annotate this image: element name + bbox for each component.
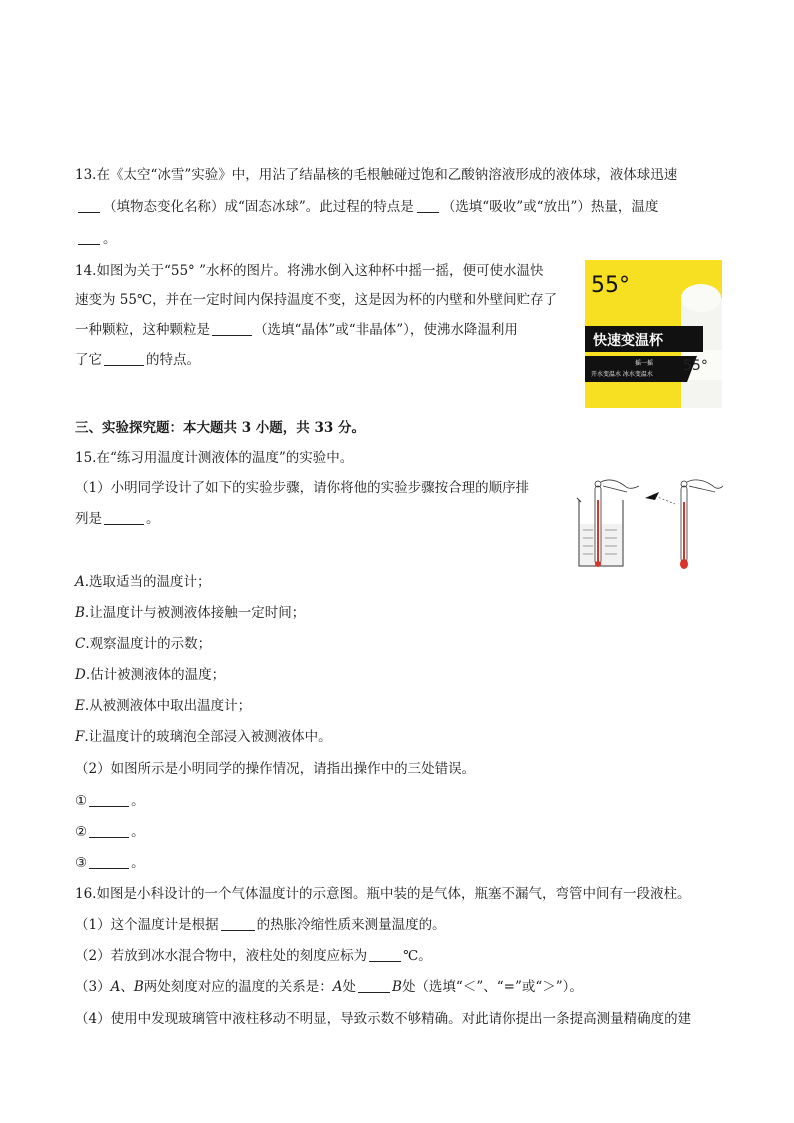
step-text: .观察温度计的示数； xyxy=(85,636,212,652)
answer-blank[interactable] xyxy=(89,823,129,838)
answer-blank[interactable] xyxy=(104,510,144,525)
q16-title: 16.如图是小科设计的一个气体温度计的示意图。瓶中装的是气体，瓶塞不漏气，弯管中间有一段液柱。 xyxy=(75,886,691,902)
step-letter: D xyxy=(75,667,86,683)
q15-step xyxy=(75,665,225,685)
step-letter: A xyxy=(75,574,85,590)
answer-blank[interactable] xyxy=(89,854,129,869)
q14-line3-text-b: （选填“晶体”或“非晶体”），使沸水降温利用 xyxy=(254,322,518,338)
q15-step xyxy=(75,603,305,623)
image-small-text-1: 摇一摇 xyxy=(635,360,654,367)
step-text: .从被测液体中取出温度计； xyxy=(84,698,252,714)
q16-p2-text-a: （2）若放到冰水混合物中，液柱处的刻度应标为 xyxy=(75,948,368,964)
step-text: .让温度计与被测液体接触一定时间； xyxy=(84,605,306,621)
step-letter: F xyxy=(75,729,85,745)
image-top-text: 55° xyxy=(591,273,630,298)
q15-error-item xyxy=(75,853,145,873)
q15-title: 15.在“练习用温度计测液体的温度”的实验中。 xyxy=(75,450,354,466)
q15-p1-line2 xyxy=(75,509,160,529)
q16-p3-text-d: 处（选填“＜”、“=”或“＞”）。 xyxy=(401,979,583,995)
q15-error-item xyxy=(75,822,145,842)
q16-p4: （4）使用中发现玻璃管中液柱移动不明显，导致示数不够精确。对此请你提出一条提高测量精确度的建 xyxy=(75,1011,692,1027)
section-heading: 三、实验探究题：本大题共 3 小题，共 33 分。 xyxy=(75,420,365,436)
answer-blank[interactable] xyxy=(78,198,100,213)
error-end: 。 xyxy=(131,855,145,871)
answer-blank[interactable] xyxy=(221,916,255,931)
q15-error-item xyxy=(75,791,145,811)
cup-product-image xyxy=(585,260,722,408)
q14-line1: 14.如图为关于“55° ”水杯的图片。将沸水倒入这种杯中摇一摇，便可使水温快 xyxy=(75,263,544,279)
q16-p1 xyxy=(75,915,446,935)
q16-p2-text-b: ℃。 xyxy=(403,948,432,964)
q16-p3-sep: 、 xyxy=(120,979,134,995)
error-marker: ③ xyxy=(75,855,88,871)
answer-blank[interactable] xyxy=(212,321,252,336)
step-text: .估计被测液体的温度； xyxy=(85,667,226,683)
q13-line1: 13.在《太空“冰雪”实验》中，用沾了结晶核的毛根触碰过饱和乙酸钠溶液形成的液体球，液体球迅速 xyxy=(75,167,678,183)
answer-blank[interactable] xyxy=(78,230,100,245)
q13-line2 xyxy=(75,197,658,217)
thermometer-figure xyxy=(575,478,725,570)
q15-step xyxy=(75,634,211,654)
q16-p3-text-c: 处 xyxy=(342,979,357,995)
error-end: 。 xyxy=(131,824,145,840)
thermometer-illustration xyxy=(575,478,725,570)
q16-p1-text-a: （1）这个温度计是根据 xyxy=(75,917,219,933)
q15-p1-text-b: 。 xyxy=(146,511,160,527)
point-b-label: B xyxy=(392,979,402,995)
q15-p2: （2）如图所示是小明同学的操作情况，请指出操作中的三处错误。 xyxy=(75,761,476,777)
point-a-label: A xyxy=(332,979,343,995)
q15-step xyxy=(75,572,211,592)
step-text: .让温度计的玻璃泡全部浸入被测液体中。 xyxy=(84,729,332,745)
cup-illustration xyxy=(585,260,722,408)
q16-p3-text-a: （3） xyxy=(75,979,111,995)
q14-line4-text-a: 了它 xyxy=(75,352,102,368)
q16-p2 xyxy=(75,946,432,966)
q15-p1-text-a: 列是 xyxy=(75,511,102,527)
answer-blank[interactable] xyxy=(89,792,129,807)
step-letter: B xyxy=(75,605,85,621)
point-b-label: B xyxy=(133,979,144,995)
q16-p3 xyxy=(75,977,583,997)
q14-line4 xyxy=(75,350,200,370)
answer-blank[interactable] xyxy=(369,947,401,962)
q14-line4-text-b: 的特点。 xyxy=(146,352,200,368)
q15-step xyxy=(75,727,332,747)
error-end: 。 xyxy=(131,793,145,809)
image-cup-text: 55° xyxy=(683,358,708,374)
image-small-text-2: 开水变温水 冰水变温水 xyxy=(591,371,653,378)
answer-blank[interactable] xyxy=(358,978,390,993)
point-a-label: A xyxy=(110,979,121,995)
q13-line2-text-a: （填物态变化名称）成“固态冰球”。此过程的特点是 xyxy=(103,199,414,215)
q14-line3 xyxy=(75,320,518,340)
q16-p1-text-b: 的热胀冷缩性质来测量温度的。 xyxy=(256,917,446,933)
q13-line2-text-b: （选填“吸收”或“放出”）热量，温度 xyxy=(441,199,659,215)
error-marker: ② xyxy=(75,824,88,840)
q16-p3-text-b: 两处刻度对应的温度的关系是： xyxy=(143,979,333,995)
q13-line3-end: 。 xyxy=(103,231,117,247)
q15-step xyxy=(75,696,251,716)
q15-p1-line1: （1）小明同学设计了如下的实验步骤，请你将他的实验步骤按合理的顺序排 xyxy=(75,480,530,496)
image-banner-text: 快速变温杯 xyxy=(593,333,663,349)
q14-line3-text-a: 一种颗粒，这种颗粒是 xyxy=(75,322,210,338)
step-text: .选取适当的温度计； xyxy=(84,574,211,590)
step-letter: E xyxy=(75,698,85,714)
q13-line3 xyxy=(75,229,117,249)
q14-line2: 速变为 55℃，并在一定时间内保持温度不变，这是因为杯的内壁和外壁间贮存了 xyxy=(75,292,558,308)
answer-blank[interactable] xyxy=(104,351,144,366)
answer-blank[interactable] xyxy=(417,198,439,213)
error-marker: ① xyxy=(75,793,88,809)
step-letter: C xyxy=(75,636,86,652)
